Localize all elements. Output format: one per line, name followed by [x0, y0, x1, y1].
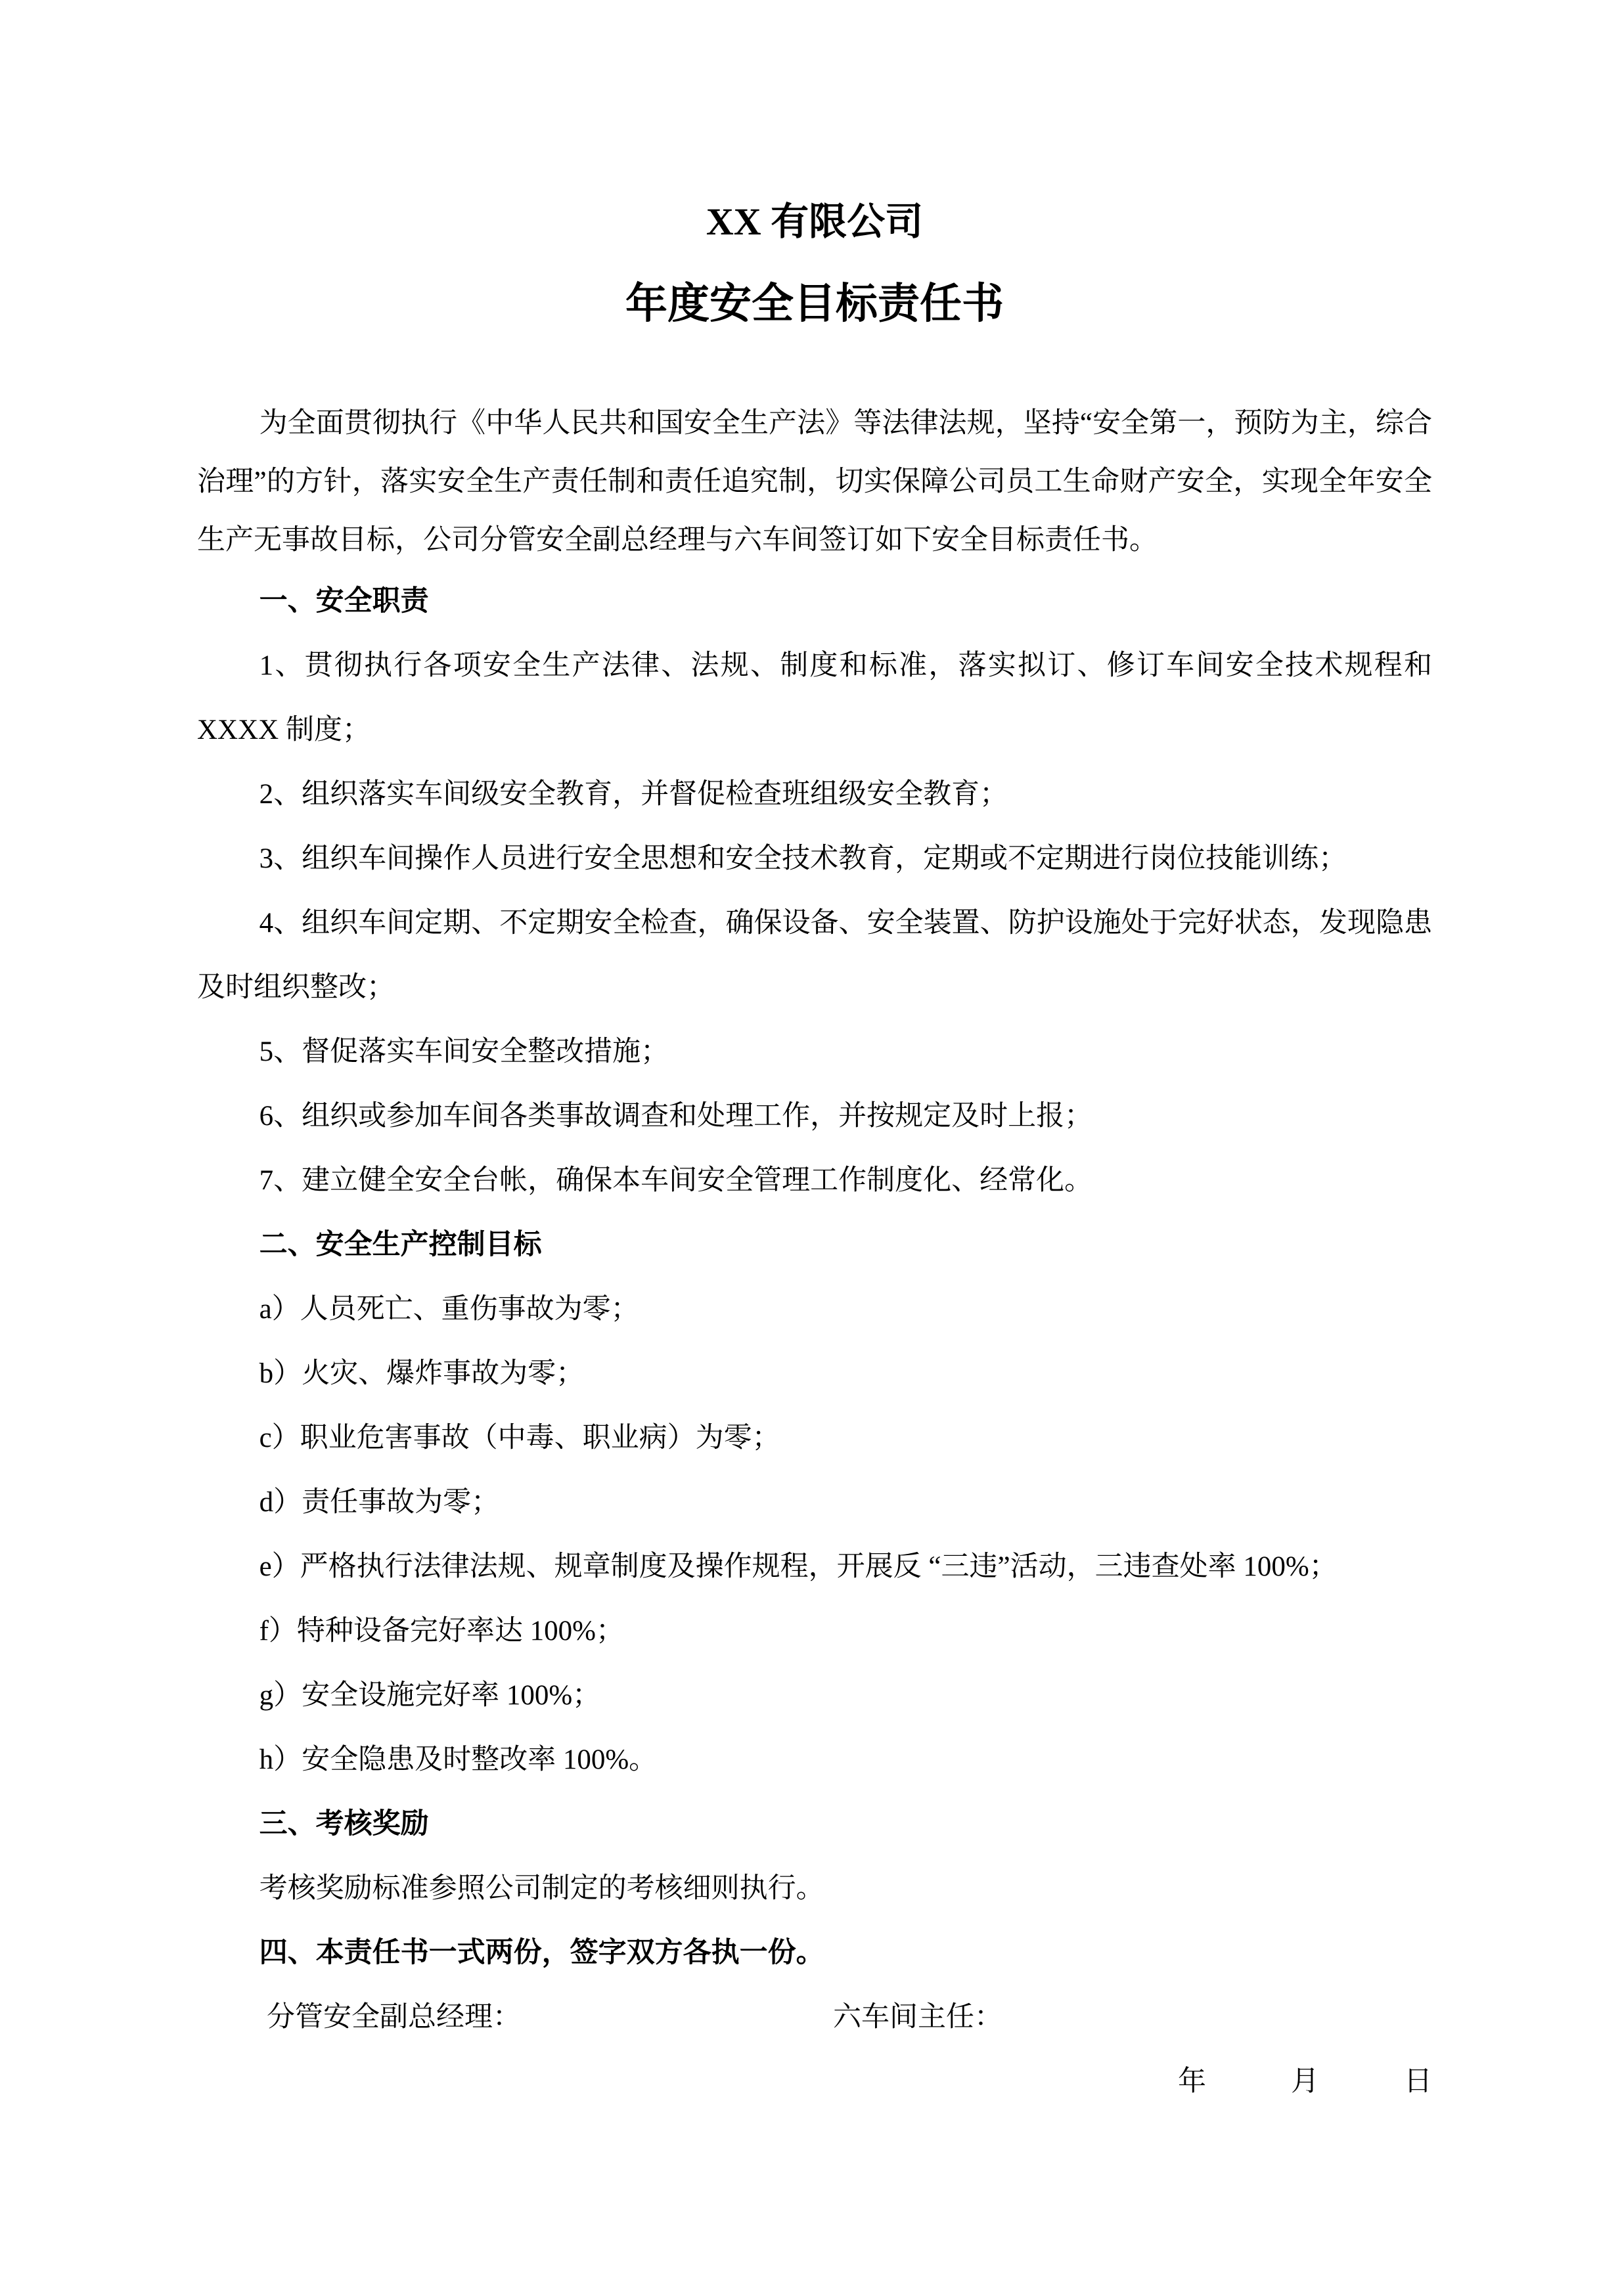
- list-item: 6、组织或参加车间各类事故调查和处理工作，并按规定及时上报；: [259, 1101, 1093, 1132]
- signature-right-label: 六车间主任：: [833, 2002, 1002, 2033]
- company-title: XX 有限公司: [706, 200, 924, 243]
- list-item: g）安全设施完好率 100%；: [259, 1680, 601, 1711]
- list-item: a）人员死亡、重伤事故为零；: [259, 1294, 639, 1325]
- list-item: d）责任事故为零；: [259, 1487, 500, 1518]
- list-item: c）职业危害事故（中毒、职业病）为零；: [259, 1423, 780, 1453]
- document-title: 年度安全目标责任书: [625, 280, 1004, 327]
- signature-left-label: 分管安全副总经理：: [267, 2002, 521, 2033]
- section3-body: 考核奖励标准参照公司制定的考核细则执行。: [259, 1873, 824, 1904]
- date-line: 年 月 日: [1178, 2066, 1432, 2097]
- section3-heading: 三、考核奖励: [259, 1809, 429, 1840]
- list-item: 7、建立健全安全台帐，确保本车间安全管理工作制度化、经常化。: [259, 1165, 1093, 1196]
- list-item: 4、组织车间定期、不定期安全检查，确保设备、安全装置、防护设施处于完好状态，发现隐患及时组织整改；: [197, 908, 1432, 1003]
- signature-row: [197, 1985, 1432, 2050]
- section1-heading: 一、安全职责: [259, 586, 429, 617]
- section4-heading: 四、本责任书一式两份，签字双方各执一份。: [259, 1937, 824, 1968]
- list-item: b）火灾、爆炸事故为零；: [259, 1358, 585, 1389]
- list-item: 2、组织落实车间级安全教育，并督促检查班组级安全教育；: [259, 779, 1008, 810]
- section2-heading: 二、安全生产控制目标: [259, 1229, 542, 1260]
- list-item: 1、贯彻执行各项安全生产法律、法规、制度和标准，落实拟订、修订车间安全技术规程和 XXXX 制度；: [197, 650, 1432, 745]
- section2-items: [197, 1277, 1432, 1792]
- intro-paragraph: 为全面贯彻执行《中华人民共和国安全生产法》等法律法规，坚持“安全第一，预防为主，综合治理”的方针，落实安全生产责任制和责任追究制，切实保障公司员工生命财产安全，实现全年安全生产无事故目标，公司分管安全副总经理与六车间签订如下安全目标责任书。: [197, 408, 1432, 556]
- list-item: f）特种设备完好率达 100%；: [259, 1616, 624, 1646]
- section1-items: [197, 634, 1432, 1213]
- list-item: 5、督促落实车间安全整改措施；: [259, 1036, 669, 1067]
- list-item: 3、组织车间操作人员进行安全思想和安全技术教育，定期或不定期进行岗位技能训练；: [259, 843, 1347, 874]
- list-item: e）严格执行法律法规、规章制度及操作规程，开展反 “三违”活动，三违查处率 100%；: [259, 1551, 1338, 1582]
- list-item: h）安全隐患及时整改率 100%。: [259, 1744, 658, 1775]
